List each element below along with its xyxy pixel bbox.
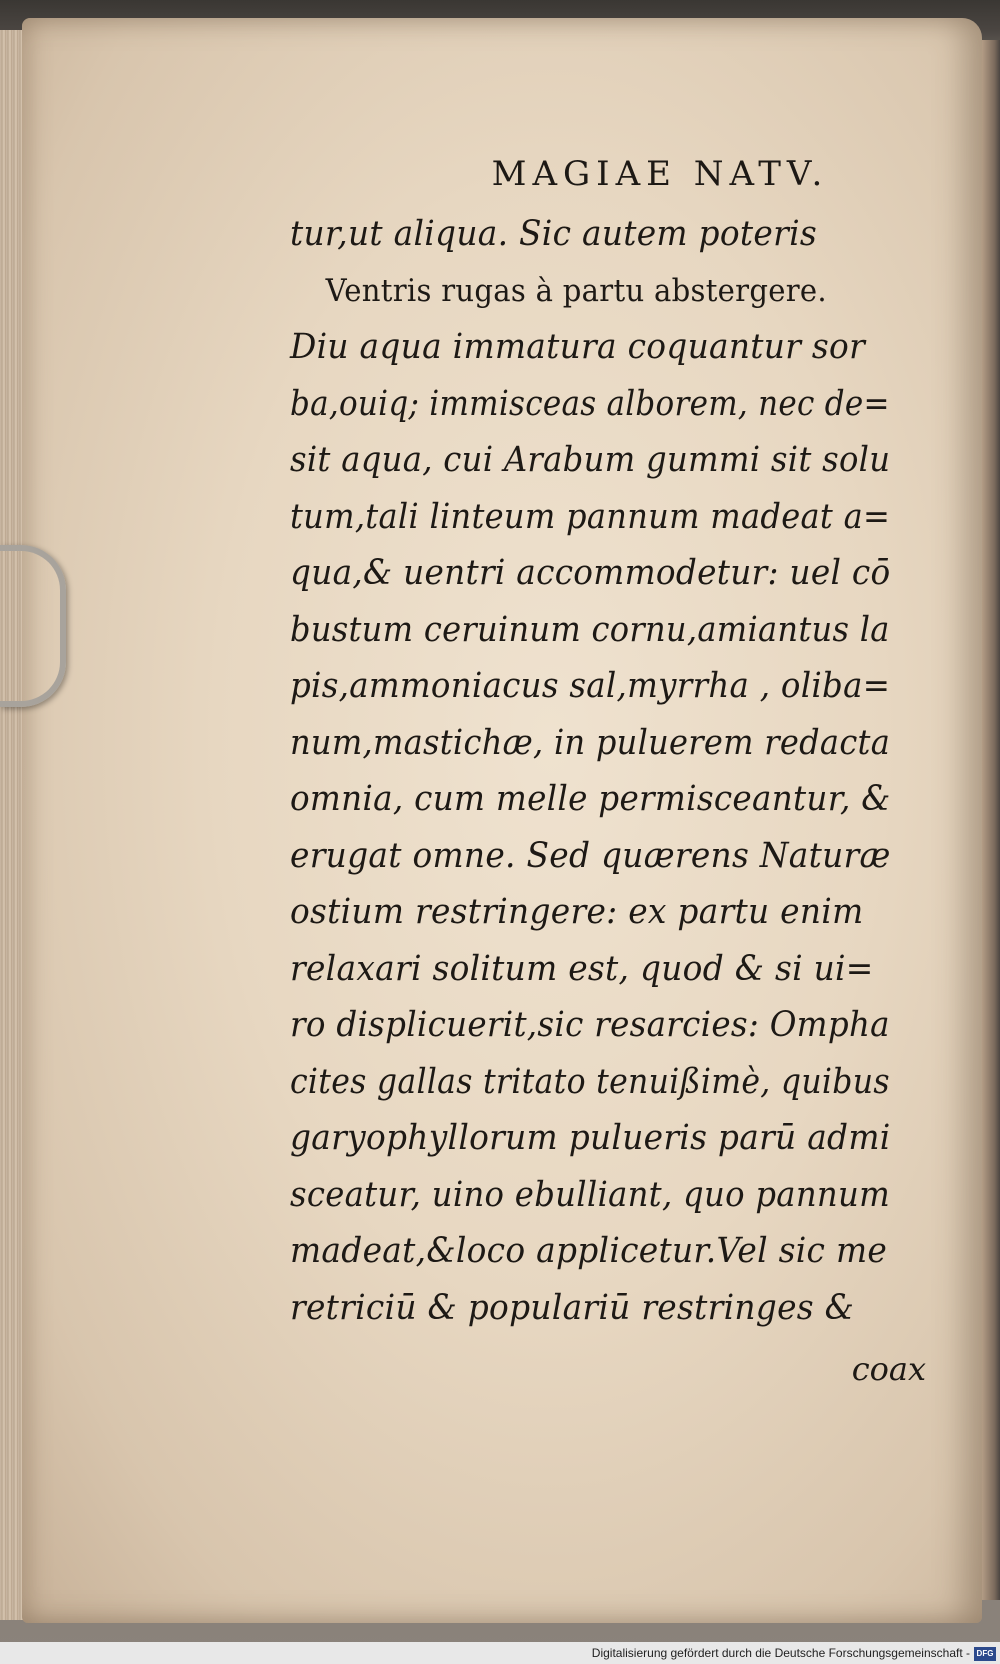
text-line: relaxari solitum est, quod & si ui= <box>290 948 874 989</box>
text-line: sceatur, uino ebulliant, quo pannum <box>290 1174 891 1215</box>
text-line: sit aqua, cui Arabum gummi sit solu <box>290 440 891 480</box>
text-line: erugat omne. Sed quærens Naturæ <box>290 835 891 876</box>
text-line: qua,& uentri accommodetur: uel cō <box>290 553 891 593</box>
book-gutter-edge <box>982 40 1000 1600</box>
text-line: ro displicuerit,sic resarcies: Ompha <box>290 1005 890 1045</box>
dfg-logo-icon: DFG <box>974 1647 996 1661</box>
text-line: num,mastichæ, in puluerem redacta <box>290 722 891 763</box>
text-line: garyophyllorum pulueris parū admi <box>290 1118 891 1158</box>
text-line: tum,tali linteum pannum madeat a= <box>290 496 891 537</box>
text-line: tur,ut aliqua. Sic autem poteris <box>290 214 817 254</box>
funding-credit: Digitalisierung gefördert durch die Deutsche Forschungsgemeinschaft - <box>591 1646 970 1660</box>
text-line: retriciū & populariū restringes & <box>290 1287 855 1328</box>
text-line: bustum ceruinum cornu,amiantus la <box>290 609 890 650</box>
section-title: Ventris rugas à partu abstergere. <box>325 272 827 309</box>
text-line: Diu aqua immatura coquantur sor <box>290 327 866 367</box>
footer-bar <box>0 1642 1000 1664</box>
page-text-block <box>290 150 930 1394</box>
catchword: coax <box>851 1350 926 1388</box>
text-line: madeat,&loco applicetur.Vel sic me <box>290 1231 888 1271</box>
running-header: MAGIAE NATV. <box>491 154 829 194</box>
text-line: ostium restringere: ex partu enim <box>290 892 864 932</box>
text-line: ba,ouiq; immisceas alborem, nec de= <box>290 383 890 424</box>
text-line: omnia, cum melle permisceantur, & <box>290 779 891 819</box>
text-line: cites gallas tritato tenuißimè, quibus <box>290 1061 890 1102</box>
text-line: pis,ammoniacus sal,myrrha , oliba= <box>290 666 891 706</box>
page-clip <box>0 545 66 707</box>
